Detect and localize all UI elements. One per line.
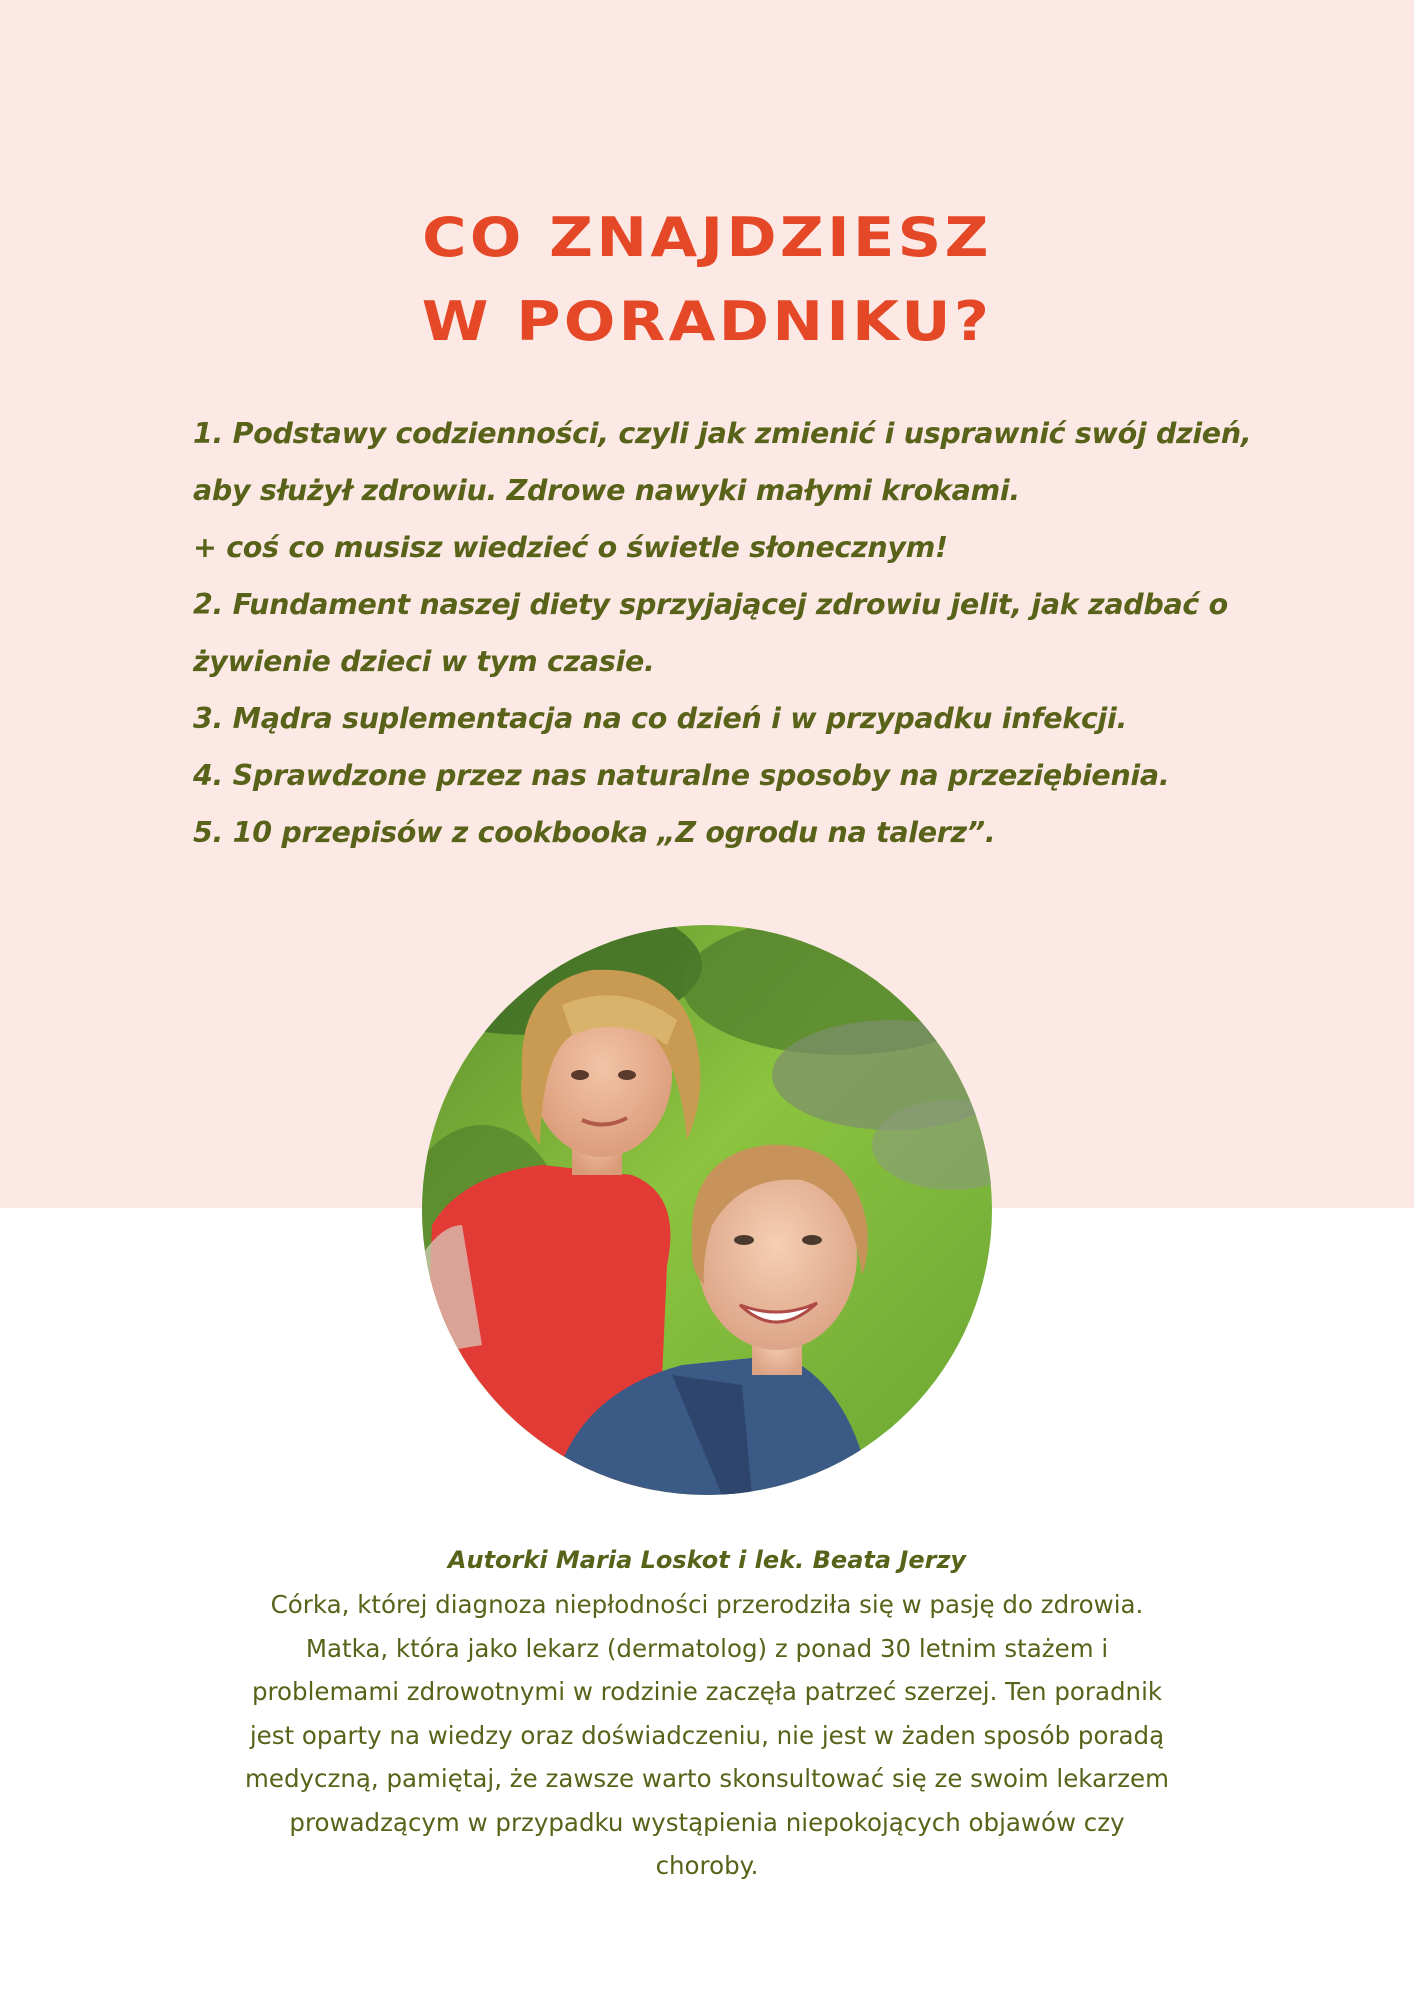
authors-bio — [190, 1583, 1224, 1888]
guide-contents-list — [193, 405, 1253, 861]
bio-line: problemami zdrowotnymi w rodzinie zaczęła patrzeć szerzej. Ten poradnik — [251, 1677, 1163, 1706]
bio-line: Córka, której diagnoza niepłodności przerodziła się w pasję do zdrowia. — [270, 1590, 1144, 1619]
bio-line: choroby. — [655, 1851, 759, 1880]
page-title — [0, 196, 1414, 364]
page-title-line-2: W PORADNIKU? — [421, 290, 993, 353]
bio-line: Matka, która jako lekarz (dermatolog) z ponad 30 letnim stażem i — [305, 1633, 1109, 1663]
contents-line: aby służył zdrowiu. Zdrowe nawyki małymi krokami. — [193, 474, 1020, 507]
contents-line: żywienie dzieci w tym czasie. — [193, 645, 655, 678]
authors-photo — [422, 925, 992, 1495]
contents-line: 3. Mądra suplementacja na co dzień i w przypadku infekcji. — [193, 702, 1128, 735]
page-title-line-1: CO ZNAJDZIESZ — [422, 206, 992, 269]
contents-line: 4. Sprawdzone przez nas naturalne sposoby na przeziębienia. — [193, 759, 1170, 792]
contents-line: 5. 10 przepisów z cookbooka „Z ogrodu na talerz”. — [193, 816, 996, 849]
bio-line: medyczną, pamiętaj, że zawsze warto skonsultować się ze swoim lekarzem — [245, 1764, 1169, 1793]
contents-line: 2. Fundament naszej diety sprzyjającej zdrowiu jelit, jak zadbać o — [193, 588, 1228, 621]
authors-photo-illustration — [422, 925, 992, 1495]
contents-line: 1. Podstawy codzienności, czyli jak zmienić i usprawnić swój dzień, — [193, 417, 1252, 450]
authors-heading: Autorki Maria Loskot i lek. Beata Jerzy — [447, 1546, 967, 1574]
bio-line: prowadzącym w przypadku wystąpienia niepokojących objawów czy — [289, 1807, 1125, 1837]
contents-line: + coś co musisz wiedzieć o świetle słonecznym! — [193, 531, 948, 564]
bio-line: jest oparty na wiedzy oraz doświadczeniu, nie jest w żaden sposób poradą — [249, 1720, 1165, 1750]
